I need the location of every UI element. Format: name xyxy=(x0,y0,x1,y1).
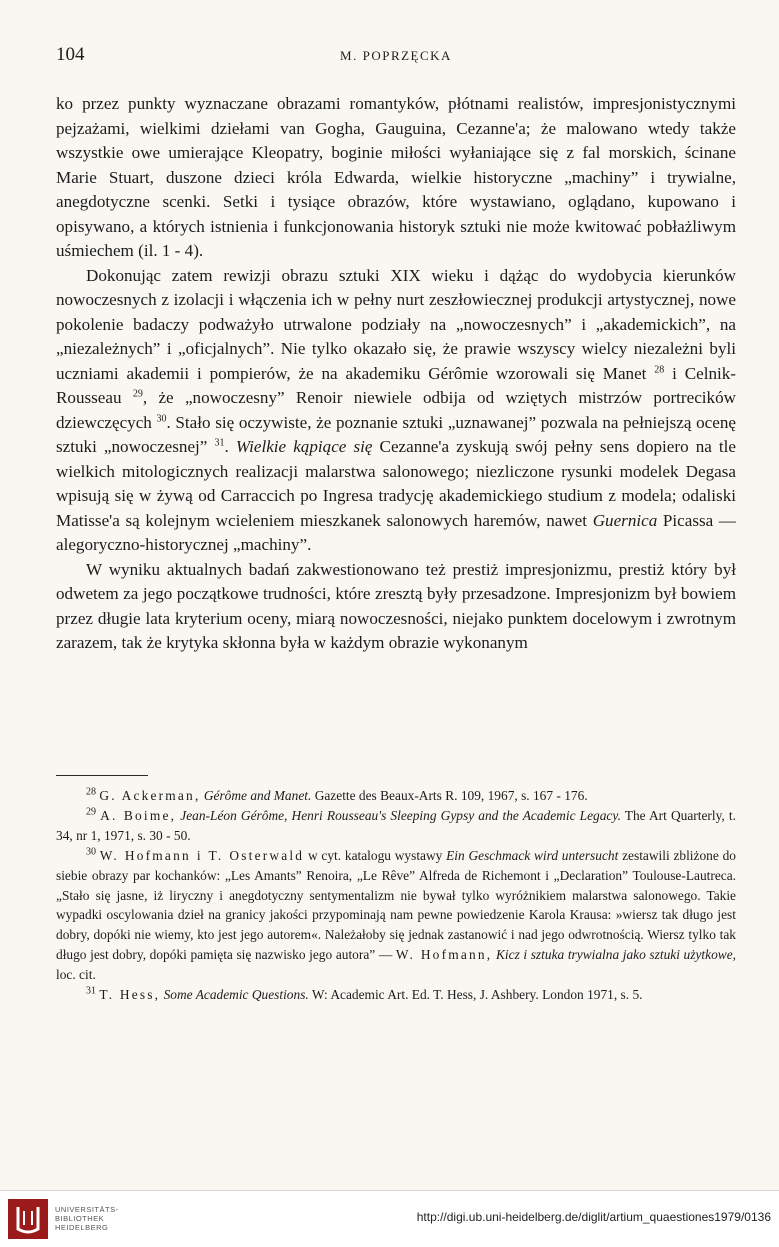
library-name: UNIVERSITÄTS- BIBLIOTHEK HEIDELBERG xyxy=(55,1205,119,1232)
permalink-url[interactable]: http://digi.ub.uni-heidelberg.de/diglit/artium_quaestiones1979/0136 xyxy=(416,1210,771,1224)
footnote-28: $^{28}$ G. Ackerman, Gérôme and Manet. Gazette des Beaux-Arts R. 109, 1967, s. 167 - 176. xyxy=(86,786,588,803)
footnote-31: $^{31}$ T. Hess, Some Academic Questions. W: Academic Art. Ed. T. Hess, J. Ashbery. London 1971, s. 5. xyxy=(86,985,643,1003)
footnotes xyxy=(56,786,736,1005)
paragraph-2: Dokonując zatem rewizji obrazu sztuki XIX wieku i dążąc do wydobycia kierunków nowoczesnych z izolacji i włączenia ich w pełny nurt zeszłowiecznej produkcji artystycznej, nowe pokolenie badaczy podważyło utrwalone podziały na „nowoczesnych” i „akademickich”, na „niezależnych” i „oficjalnych”. Nie tylko okazało się, że prawie wszyscy wielcy niezależni byli uczniami akademii i pompierów, że na akademiku Gérômie wzorowali się Manet $^{28}$ i Celnik-Rousseau $^{29}$, że „nowoczesny” Renoir niewiele odbija od wziętych mistrzów portrecików dziewczęcych $^{30}$. Stało się oczywiste, że poznanie sztuki „uznawanej” pozwala na pełniejszą ocenę sztuki „nowoczesnej” $^{31}$. Wielkie kąpiące się Cezanne'a zyskują swój pełny sens dopiero na tle wielkich mitologicznych realizacji malarstwa salonowego; niezliczone rysunki modelek Degasa wpisują się w żywą od Carraccich po Ingresa tradycję akademickiego studium z modela; odaliski Matisse'a są kolejnym wcieleniem mieszkanek salonowych haremów, nawet Guernica Picassa — alegoryczno-historycznej „machiny”. xyxy=(56,265,737,554)
footnote-ref-30: 30 xyxy=(156,412,167,424)
page-number: 104 xyxy=(56,44,85,65)
footnote-ref-28: 28 xyxy=(654,363,665,375)
paragraph-3: W wyniku aktualnych badań zakwestionowano też prestiż impresjonizmu, prestiż który był odwetem za jego początkowe trudności, które zresztą były przesadzone. Impresjonizm był bowiem przez długie lata kryterium oceny, miarą nowoczesności, niejako punktem docelowym i zwrotnym zarazem, tak że krytyka skłonna była w każdym obrazie wykonanym xyxy=(56,559,736,652)
footnote-ref-29: 29 xyxy=(132,388,143,400)
footnote-rule xyxy=(56,775,148,776)
university-logo-icon xyxy=(8,1199,48,1239)
paragraph-1: ko przez punkty wyznaczane obrazami romantyków, płótnami realistów, impresjonistycznymi pejzażami, wielkimi dziełami van Gogha, Gauguina, Cezanne'a; że malowano wtedy także wszystkie owe umierające Kleopatry, boginie miłości wyłaniające się z fal morskich, ścinane Marie Stuart, duszone dzieci króla Edwarda, wielkie historyczne „machiny” i trywialne, anegdotyczne scenki. Setki i tysiące obrazów, które wystawiano, oglądano, kupowano i opisywano, a których istnienia i funkcjonowania historyk sztuki nie może kwitować pobłażliwym uśmiechem (il. 1 - 4). xyxy=(56,94,736,260)
running-head: M. POPRZĘCKA xyxy=(340,48,452,63)
artwork-title: Wielkie kąpiące się xyxy=(235,437,373,456)
footnote-30: $^{30}$ W. Hofmann i T. Osterwald w cyt. katalogu wystawy Ein Geschmack wird untersucht zestawili zbliżone do siebie obrazy par kochanków: „Les Amants” Renoira, „Le Rêve” Alfreda de Richemont i „Declaration” Toulouse-Lautreca. „Stało się jasne, iż liryczny i anegdotyczny sentymentalizm nie bywał tylko wyróżnikiem malarstwa salonowego. Takie wypadki oscylowania dzieł na granicy jakości przypominają nam pewne powiedzenie Karola Krausa: »wiersz tak długo jest dobry, dopóki nie wiemy, kto jest jego autorem«. Należałoby się jednak zastanowić i nad jego odwrotnością. Wiersz tylko tak długo jest dobry, dopóki pamięta się nazwisko jego autora” — W. Hofmann, Kicz i sztuka trywialna jako sztuki użytkowe, loc. cit. xyxy=(56,846,736,983)
viewer-footer xyxy=(0,1190,779,1247)
page-header xyxy=(56,44,736,68)
artwork-title-guernica: Guernica xyxy=(592,510,658,530)
footnote-29: $^{29}$ A. Boime, Jean-Léon Gérôme, Henri Rousseau's Sleeping Gypsy and the Academic Legacy. The Art Quarterly, t. 34, nr 1, 1971, s. 30 - 50. xyxy=(56,806,736,843)
main-text xyxy=(56,92,736,656)
footnote-ref-31: 31 xyxy=(214,437,225,449)
